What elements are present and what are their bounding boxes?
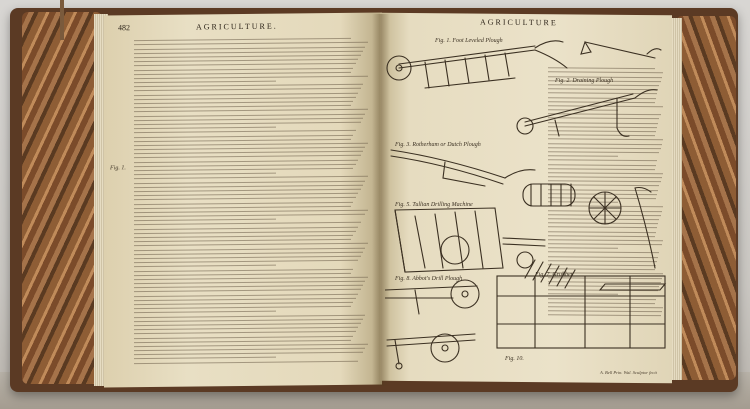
text-line — [134, 219, 276, 221]
blade-engraving — [600, 284, 665, 290]
text-line — [134, 281, 365, 284]
text-line — [134, 260, 358, 263]
text-line — [134, 293, 358, 296]
text-line — [134, 344, 368, 347]
running-head-right: AGRICULTURE — [480, 17, 558, 28]
text-line — [134, 285, 363, 288]
spoked-wheel-engraving — [589, 192, 621, 224]
text-line — [134, 189, 361, 192]
text-line — [134, 335, 353, 338]
text-line — [134, 97, 356, 100]
running-head-left: AGRICULTURE. — [196, 21, 278, 32]
text-line — [134, 159, 358, 162]
text-line — [134, 81, 276, 83]
plate-labels — [394, 38, 613, 362]
text-line — [134, 302, 353, 305]
text-line — [134, 117, 363, 120]
cart-engraving — [387, 334, 475, 369]
text-line — [134, 72, 351, 75]
text-line — [134, 63, 356, 66]
text-line — [134, 173, 276, 175]
hoe-engraving — [581, 42, 661, 58]
text-line — [134, 206, 351, 209]
text-line — [134, 147, 365, 150]
text-line — [134, 357, 276, 359]
engraving-plate — [385, 28, 670, 384]
draining-plough-engraving — [517, 90, 657, 137]
text-line — [134, 176, 368, 179]
drilling-machine-engraving — [395, 208, 545, 272]
text-line — [134, 67, 353, 70]
rotherham-plough-engraving — [391, 150, 535, 186]
engraver-credit: A. Bell Prin. Wal. Sculptor fecit — [600, 370, 657, 375]
text-line — [134, 76, 368, 79]
text-line — [134, 239, 351, 242]
fig-label-8: Fig. 8. Abbot's Drill Plough — [395, 276, 463, 282]
text-line — [134, 55, 361, 58]
plough-engraving-1 — [387, 41, 567, 88]
text-line — [134, 273, 351, 276]
text-line — [134, 318, 363, 321]
text-line — [134, 306, 351, 309]
text-line — [134, 256, 361, 259]
scythe-engraving — [635, 188, 655, 269]
marbled-endpaper-left — [22, 12, 102, 384]
text-line — [134, 88, 361, 91]
frame-engraving — [497, 276, 665, 348]
text-line — [134, 247, 365, 250]
bookmark-ribbon — [60, 0, 64, 40]
text-line — [134, 201, 353, 204]
text-line — [134, 113, 365, 116]
text-line — [134, 235, 353, 238]
text-line — [134, 311, 276, 313]
fig-label-7: Fig. 7. Grubber — [535, 272, 573, 278]
text-line — [134, 46, 365, 49]
text-line — [134, 139, 351, 142]
text-line — [134, 331, 356, 334]
text-line — [134, 314, 365, 317]
text-line — [134, 231, 356, 234]
text-line — [134, 243, 368, 246]
left-body-text — [134, 35, 370, 367]
text-line — [134, 122, 361, 125]
fig-label-10: Fig. 10. — [505, 356, 524, 362]
text-line — [134, 168, 353, 171]
left-page — [104, 13, 382, 388]
text-line — [134, 84, 363, 87]
text-line — [134, 92, 358, 95]
text-line — [134, 268, 353, 271]
text-line — [134, 180, 365, 183]
text-line — [134, 143, 368, 146]
text-line — [134, 222, 361, 225]
text-line — [134, 340, 351, 343]
text-line — [134, 127, 276, 129]
text-line — [134, 130, 356, 133]
text-line — [134, 277, 368, 280]
text-line — [134, 360, 358, 363]
text-line — [134, 197, 356, 200]
text-line — [134, 164, 356, 167]
fig-label-1: Fig. 1. Foot Leveled Plough — [435, 38, 503, 44]
text-line — [134, 327, 358, 330]
text-line — [134, 348, 365, 351]
text-line — [134, 251, 363, 254]
text-line — [134, 38, 351, 41]
text-line — [134, 214, 365, 217]
text-line — [134, 105, 351, 108]
fig-label-2: Fig. 2. Draining Plough — [555, 78, 614, 84]
fig-label-5: Fig. 5. Tullian Drilling Machine — [395, 202, 473, 208]
text-line — [134, 226, 358, 229]
text-line — [134, 289, 361, 292]
text-line — [134, 184, 363, 187]
text-line — [134, 155, 361, 158]
text-line — [134, 193, 358, 196]
text-line — [134, 352, 363, 355]
margin-note: Fig. 1. — [110, 165, 126, 172]
text-line — [134, 151, 363, 154]
text-line — [134, 42, 368, 45]
text-line — [134, 323, 361, 326]
text-line — [134, 59, 358, 62]
fig-label-3: Fig. 3. Rotherham or Dutch Plough — [395, 142, 481, 148]
marbled-endpaper-right — [676, 16, 736, 380]
text-line — [134, 109, 368, 112]
text-line — [134, 265, 276, 267]
spiked-roller-engraving — [523, 184, 575, 206]
page-number: 482 — [118, 23, 130, 33]
text-line — [134, 134, 353, 137]
text-line — [134, 50, 363, 53]
text-line — [134, 298, 356, 301]
text-line — [134, 210, 368, 213]
wheeled-barrow-engraving — [385, 280, 479, 314]
text-line — [134, 101, 353, 104]
